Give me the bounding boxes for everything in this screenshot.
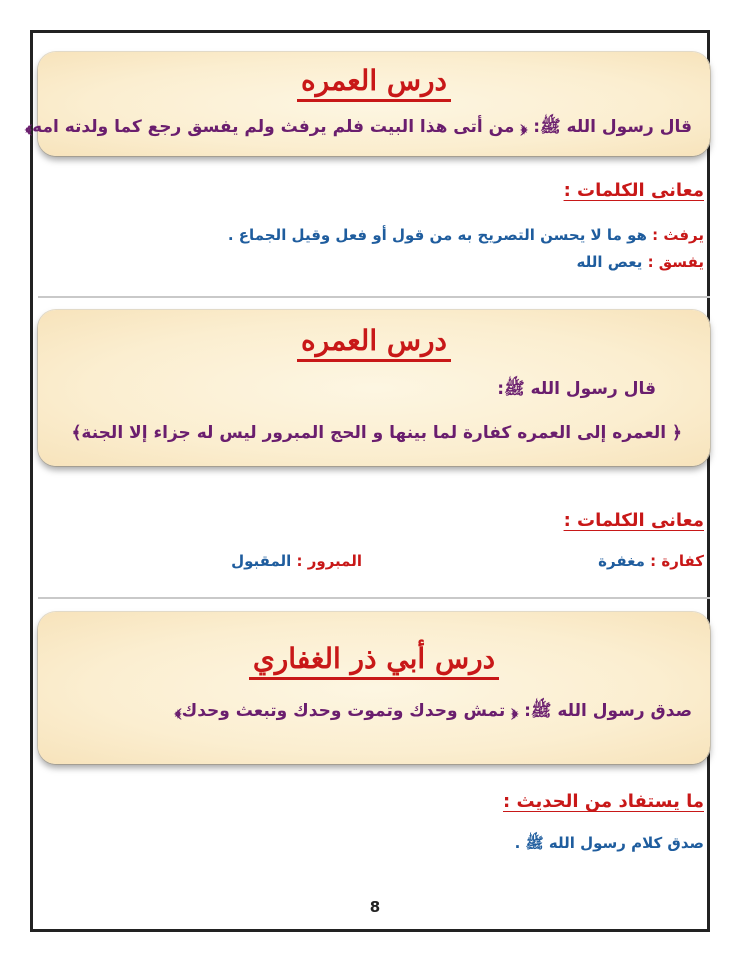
lesson-card	[25, 52, 710, 156]
hadith-text: صدق رسول الله ﷺ: ﴿ تمش وحدك وتموت وحدك وتبعث وحدك﴾	[174, 701, 692, 721]
vocab-line	[231, 552, 362, 570]
benefit-text: صدق كلام رسول الله ﷺ .	[514, 834, 704, 852]
lesson-title: درس أبي ذر الغفاري	[38, 642, 710, 675]
divider	[38, 296, 710, 298]
vocab-word: يرفث :	[652, 226, 704, 244]
meanings-heading: معانى الكلمات :	[563, 180, 704, 201]
page-number: 8	[369, 898, 381, 916]
vocab-line	[228, 226, 704, 244]
hadith-text: قال رسول الله ﷺ: ﴿ من أتى هذا البيت فلم يرفث ولم يفسق رجع كما ولدته امه﴾	[25, 117, 692, 137]
meanings-heading: معانى الكلمات :	[563, 510, 704, 531]
vocab-meaning: يعص الله	[576, 253, 648, 271]
hadith-intro: قال رسول الله ﷺ:	[497, 379, 656, 399]
hadith-text: ﴿ العمره إلى العمره كفارة لما بينها و الحج المبرور ليس له جزاء إلا الجنة﴾	[71, 423, 682, 443]
lesson-card	[38, 310, 710, 466]
lesson-card	[38, 612, 710, 764]
lesson-title: درس العمره	[38, 324, 710, 357]
divider	[38, 597, 710, 599]
vocab-word: يفسق :	[647, 253, 704, 271]
vocab-meaning: هو ما لا يحسن التصريح به من قول أو فعل وقيل الجماع .	[227, 226, 653, 244]
vocab-line	[577, 253, 704, 271]
vocab-meaning: مغفرة	[598, 552, 651, 570]
benefit-heading: ما يستفاد من الحديث :	[503, 791, 704, 812]
vocab-word: كفارة :	[650, 552, 704, 570]
lesson-title: درس العمره	[38, 64, 710, 97]
vocab-meaning: المقبول	[231, 552, 297, 570]
vocab-word: المبرور :	[296, 552, 362, 570]
vocab-line	[598, 552, 704, 570]
